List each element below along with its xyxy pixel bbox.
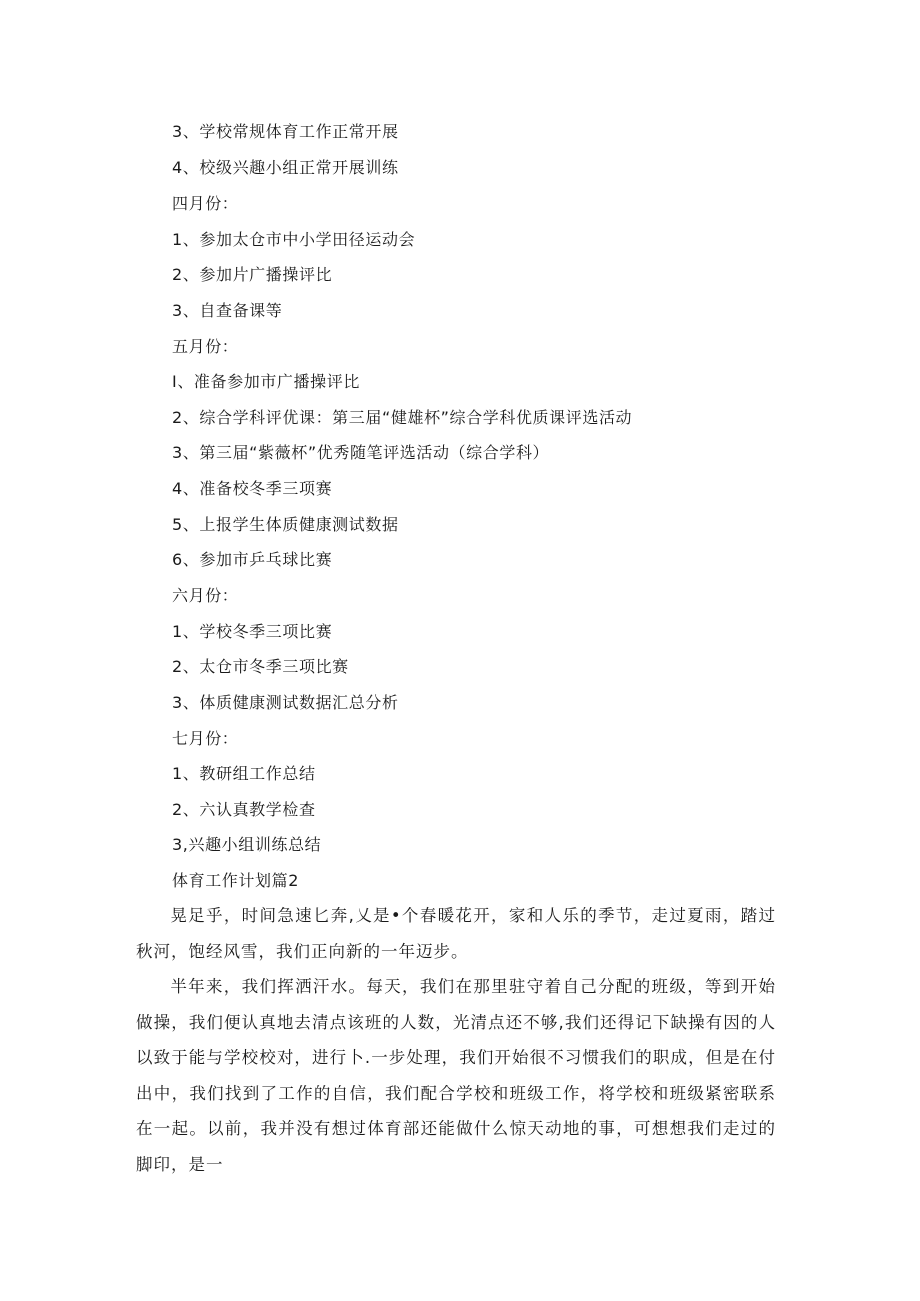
list-item: 3、第三届“紫薇杯”优秀随笔评选活动（综合学科） (172, 443, 550, 462)
paragraph-text: 晃足乎，时间急速匕奔,乂是•个春暖花开，家和人乐的季节，走过夏雨，踏过秋河，饱经风雪，我们正向新的一年迈步。 (136, 906, 776, 961)
list-item: I、准备参加市广播操评比 (172, 372, 360, 391)
month-heading-june: 六月份： (172, 586, 239, 605)
list-item: 4、准备校冬季三项赛 (172, 479, 333, 498)
list-item: 2、六认真教学检查 (172, 800, 316, 819)
list-item: 1、教研组工作总结 (172, 764, 316, 783)
list-item: 5、上报学生体质健康测试数据 (172, 515, 399, 534)
paragraph (136, 969, 776, 1182)
list-item: 1、学校冬季三项比赛 (172, 622, 333, 641)
month-heading-may: 五月份： (172, 337, 239, 356)
list-item: 3,兴趣小组训练总结 (172, 835, 322, 854)
list-item: 4、校级兴趣小组正常开展训练 (172, 158, 399, 177)
month-heading-july: 七月份： (172, 729, 239, 748)
list-item: 3、体质健康测试数据汇总分析 (172, 693, 399, 712)
section-title: 体育工作计划篇2 (172, 871, 299, 890)
paragraph-text: 半年来，我们挥洒汗水。每天，我们在那里驻守着自己分配的班级，等到开始做操，我们便认真地去清点该班的人数，光清点还不够,我们还得记下缺操有因的人以致于能与学校校对，进行卜.一步处理，我们开始很不习惯我们的职成，但是在付出中，我们找到了工作的自信，我们配合学校和班级工作，将学校和班级紧密联系在一起。以前，我并没有想过体育部还能做什么惊天动地的事，可想想我们走过的脚印，是一 (136, 977, 776, 1174)
month-heading-april: 四月份： (172, 194, 239, 213)
list-item: 2、参加片广播操评比 (172, 265, 333, 284)
list-item: 1、参加太仓市中小学田径运动会 (172, 230, 416, 249)
list-item: 6、参加市乒乓球比赛 (172, 550, 333, 569)
list-item: 3、自查备课等 (172, 301, 283, 320)
list-item: 2、综合学科评优课：第三届“健雄杯”综合学科优质课评选活动 (172, 408, 633, 427)
list-item: 2、太仓市冬季三项比赛 (172, 657, 349, 676)
paragraph (136, 898, 776, 969)
list-item: 3、学校常规体育工作正常开展 (172, 122, 399, 141)
